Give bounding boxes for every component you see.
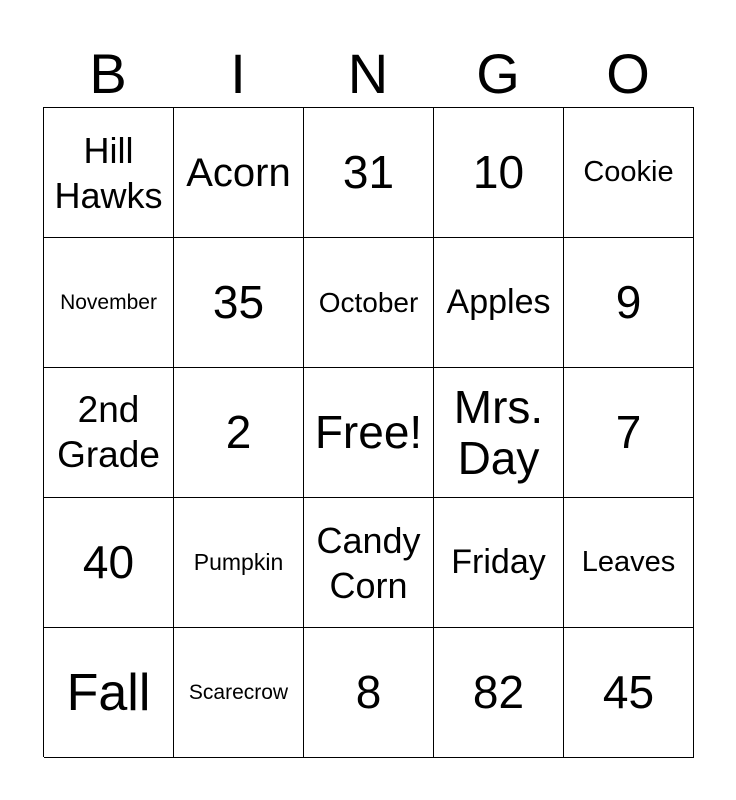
bingo-cell-r1-c2[interactable]: [174, 108, 304, 238]
header-letter-b: B: [89, 42, 127, 105]
bingo-cell-r1-c3[interactable]: [304, 108, 434, 238]
bingo-header: [43, 40, 693, 108]
bingo-cell-r5-c2[interactable]: [174, 628, 304, 758]
cell-label: 10: [472, 146, 525, 199]
cell-label: November: [60, 290, 157, 314]
cell-label: October: [318, 286, 419, 318]
bingo-cell-r5-c5[interactable]: [564, 628, 694, 758]
bingo-cell-r2-c3[interactable]: [304, 238, 434, 368]
header-letter-g: G: [476, 42, 520, 105]
cell-label: 40: [82, 536, 135, 589]
bingo-cell-r3-c5[interactable]: [564, 368, 694, 498]
cell-label: 31: [342, 146, 395, 199]
cell-label: Hill Hawks: [54, 129, 163, 216]
bingo-cell-r4-c1[interactable]: [44, 498, 174, 628]
bingo-cell-r4-c2[interactable]: [174, 498, 304, 628]
cell-label: Fall: [66, 663, 151, 722]
cell-label: Apples: [446, 283, 551, 322]
bingo-cell-r3-c4[interactable]: [434, 368, 564, 498]
cell-label: 45: [602, 666, 655, 719]
bingo-cell-r4-c5[interactable]: [564, 498, 694, 628]
cell-label: 7: [615, 406, 642, 459]
bingo-cell-r4-c3[interactable]: [304, 498, 434, 628]
header-letter-o: O: [606, 42, 650, 105]
bingo-cell-r2-c5[interactable]: [564, 238, 694, 368]
bingo-cell-r5-c3[interactable]: [304, 628, 434, 758]
cell-label: Mrs. Day: [453, 380, 544, 484]
cell-label: Cookie: [583, 156, 674, 189]
header-letter-n: N: [347, 42, 389, 105]
header-letter-i: I: [230, 42, 246, 105]
cell-label: 2nd Grade: [57, 389, 160, 475]
cell-label: 35: [212, 276, 265, 329]
bingo-cell-r3-c1[interactable]: [44, 368, 174, 498]
cell-label: Scarecrow: [188, 680, 289, 704]
cell-label: Leaves: [581, 546, 676, 579]
bingo-cell-r4-c4[interactable]: [434, 498, 564, 628]
cell-label: 82: [472, 666, 525, 719]
bingo-cell-r5-c1[interactable]: [44, 628, 174, 758]
bingo-cell-r1-c4[interactable]: [434, 108, 564, 238]
cell-label: Acorn: [186, 150, 291, 195]
cell-label: Pumpkin: [193, 548, 284, 575]
cell-label: Candy Corn: [316, 519, 421, 606]
bingo-cell-r3-c2[interactable]: [174, 368, 304, 498]
bingo-cell-r2-c4[interactable]: [434, 238, 564, 368]
bingo-cell-r1-c5[interactable]: [564, 108, 694, 238]
cell-label: Friday: [451, 543, 546, 582]
cell-label: 9: [615, 276, 642, 329]
bingo-board: [43, 107, 694, 757]
bingo-cell-r5-c4[interactable]: [434, 628, 564, 758]
bingo-cell-r2-c2[interactable]: [174, 238, 304, 368]
cell-label: 2: [225, 406, 252, 459]
bingo-cell-r2-c1[interactable]: [44, 238, 174, 368]
cell-label: 8: [355, 666, 382, 719]
bingo-cell-r3-c3 free-space[interactable]: [304, 368, 434, 498]
bingo-cell-r1-c1[interactable]: [44, 108, 174, 238]
cell-label: Free!: [314, 406, 423, 459]
